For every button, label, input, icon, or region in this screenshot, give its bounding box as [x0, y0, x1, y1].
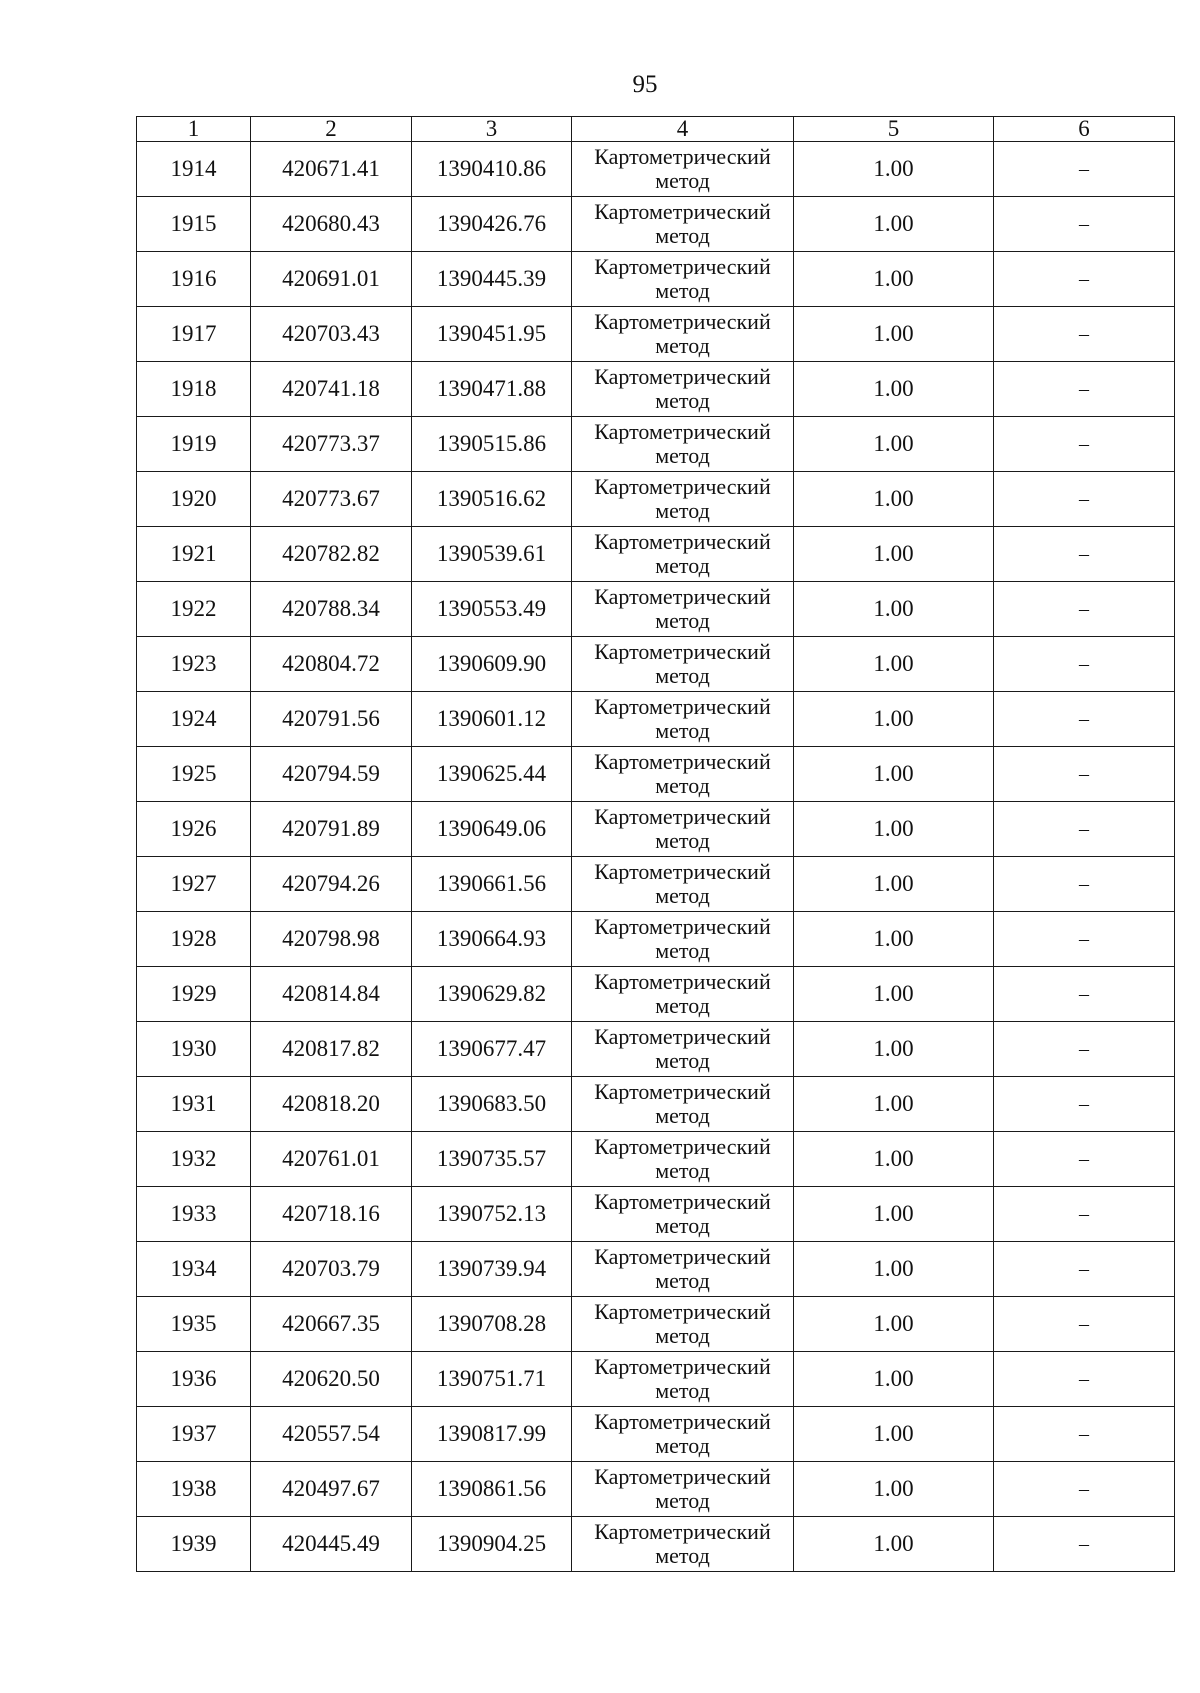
method-line-1: Картометрический	[594, 529, 771, 554]
accuracy-cell: 1.00	[794, 857, 994, 912]
method-line-2: метод	[655, 938, 710, 963]
description-cell: –	[994, 362, 1175, 417]
x-coordinate-cell: 420703.79	[251, 1242, 412, 1297]
coordinates-table	[136, 116, 1175, 1572]
description-cell: –	[994, 582, 1175, 637]
table-row	[137, 1462, 1175, 1517]
table-row	[137, 802, 1175, 857]
method-line-2: метод	[655, 223, 710, 248]
point-number-cell: 1925	[137, 747, 251, 802]
table-row	[137, 692, 1175, 747]
method-cell	[572, 1022, 794, 1077]
table-row	[137, 1132, 1175, 1187]
method-line-1: Картометрический	[594, 309, 771, 334]
method-cell	[572, 857, 794, 912]
point-number-cell: 1914	[137, 142, 251, 197]
method-line-1: Картометрический	[594, 1079, 771, 1104]
method-line-1: Картометрический	[594, 364, 771, 389]
method-line-2: метод	[655, 718, 710, 743]
method-line-1: Картометрический	[594, 254, 771, 279]
method-line-1: Картометрический	[594, 969, 771, 994]
method-line-2: метод	[655, 828, 710, 853]
point-number-cell: 1921	[137, 527, 251, 582]
y-coordinate-cell: 1390735.57	[412, 1132, 572, 1187]
description-cell: –	[994, 692, 1175, 747]
method-cell	[572, 252, 794, 307]
description-cell: –	[994, 802, 1175, 857]
method-line-1: Картометрический	[594, 1409, 771, 1434]
point-number-cell: 1930	[137, 1022, 251, 1077]
point-number-cell: 1936	[137, 1352, 251, 1407]
description-cell: –	[994, 197, 1175, 252]
y-coordinate-cell: 1390445.39	[412, 252, 572, 307]
point-number-cell: 1928	[137, 912, 251, 967]
method-cell	[572, 582, 794, 637]
y-coordinate-cell: 1390601.12	[412, 692, 572, 747]
point-number-cell: 1927	[137, 857, 251, 912]
method-cell	[572, 1242, 794, 1297]
y-coordinate-cell: 1390649.06	[412, 802, 572, 857]
method-line-2: метод	[655, 388, 710, 413]
point-number-cell: 1929	[137, 967, 251, 1022]
x-coordinate-cell: 420773.37	[251, 417, 412, 472]
point-number-cell: 1916	[137, 252, 251, 307]
method-line-1: Картометрический	[594, 419, 771, 444]
method-cell	[572, 417, 794, 472]
description-cell: –	[994, 472, 1175, 527]
method-cell	[572, 1132, 794, 1187]
method-line-1: Картометрический	[594, 694, 771, 719]
x-coordinate-cell: 420794.59	[251, 747, 412, 802]
accuracy-cell: 1.00	[794, 802, 994, 857]
method-cell	[572, 527, 794, 582]
table-row	[137, 1517, 1175, 1572]
point-number-cell: 1934	[137, 1242, 251, 1297]
method-line-1: Картометрический	[594, 474, 771, 499]
table-row	[137, 1077, 1175, 1132]
description-cell: –	[994, 252, 1175, 307]
x-coordinate-cell: 420817.82	[251, 1022, 412, 1077]
method-line-1: Картометрический	[594, 914, 771, 939]
point-number-cell: 1933	[137, 1187, 251, 1242]
table-row	[137, 417, 1175, 472]
accuracy-cell: 1.00	[794, 1022, 994, 1077]
method-line-1: Картометрический	[594, 1134, 771, 1159]
point-number-cell: 1938	[137, 1462, 251, 1517]
accuracy-cell: 1.00	[794, 142, 994, 197]
point-number-cell: 1919	[137, 417, 251, 472]
column-header-1: 1	[137, 117, 251, 142]
accuracy-cell: 1.00	[794, 582, 994, 637]
column-header-6: 6	[994, 117, 1175, 142]
description-cell: –	[994, 307, 1175, 362]
method-line-2: метод	[655, 1048, 710, 1073]
method-line-1: Картометрический	[594, 1189, 771, 1214]
accuracy-cell: 1.00	[794, 252, 994, 307]
method-cell	[572, 1407, 794, 1462]
method-line-1: Картометрический	[594, 1024, 771, 1049]
method-cell	[572, 1517, 794, 1572]
x-coordinate-cell: 420818.20	[251, 1077, 412, 1132]
method-line-1: Картометрический	[594, 1354, 771, 1379]
point-number-cell: 1937	[137, 1407, 251, 1462]
method-line-2: метод	[655, 498, 710, 523]
table-row	[137, 472, 1175, 527]
table-row	[137, 142, 1175, 197]
method-cell	[572, 1187, 794, 1242]
x-coordinate-cell: 420691.01	[251, 252, 412, 307]
method-line-2: метод	[655, 1488, 710, 1513]
x-coordinate-cell: 420718.16	[251, 1187, 412, 1242]
method-line-2: метод	[655, 663, 710, 688]
method-line-2: метод	[655, 883, 710, 908]
table-row	[137, 362, 1175, 417]
method-cell	[572, 912, 794, 967]
point-number-cell: 1939	[137, 1517, 251, 1572]
x-coordinate-cell: 420445.49	[251, 1517, 412, 1572]
description-cell: –	[994, 637, 1175, 692]
method-cell	[572, 802, 794, 857]
x-coordinate-cell: 420761.01	[251, 1132, 412, 1187]
method-line-1: Картометрический	[594, 749, 771, 774]
table-body	[137, 142, 1175, 1572]
method-line-1: Картометрический	[594, 1299, 771, 1324]
x-coordinate-cell: 420557.54	[251, 1407, 412, 1462]
description-cell: –	[994, 1352, 1175, 1407]
accuracy-cell: 1.00	[794, 1132, 994, 1187]
table-row	[137, 197, 1175, 252]
description-cell: –	[994, 912, 1175, 967]
accuracy-cell: 1.00	[794, 1462, 994, 1517]
method-cell	[572, 362, 794, 417]
method-line-2: метод	[655, 1213, 710, 1238]
method-line-2: метод	[655, 1268, 710, 1293]
y-coordinate-cell: 1390609.90	[412, 637, 572, 692]
y-coordinate-cell: 1390677.47	[412, 1022, 572, 1077]
method-cell	[572, 1352, 794, 1407]
y-coordinate-cell: 1390471.88	[412, 362, 572, 417]
method-cell	[572, 197, 794, 252]
y-coordinate-cell: 1390708.28	[412, 1297, 572, 1352]
description-cell: –	[994, 1297, 1175, 1352]
table-row	[137, 1022, 1175, 1077]
column-header-2: 2	[251, 117, 412, 142]
method-line-2: метод	[655, 608, 710, 633]
method-line-2: метод	[655, 1103, 710, 1128]
accuracy-cell: 1.00	[794, 912, 994, 967]
point-number-cell: 1918	[137, 362, 251, 417]
x-coordinate-cell: 420791.89	[251, 802, 412, 857]
header-row	[137, 117, 1175, 142]
x-coordinate-cell: 420671.41	[251, 142, 412, 197]
table-row	[137, 637, 1175, 692]
accuracy-cell: 1.00	[794, 417, 994, 472]
x-coordinate-cell: 420497.67	[251, 1462, 412, 1517]
x-coordinate-cell: 420804.72	[251, 637, 412, 692]
accuracy-cell: 1.00	[794, 1297, 994, 1352]
x-coordinate-cell: 420788.34	[251, 582, 412, 637]
description-cell: –	[994, 1407, 1175, 1462]
method-cell	[572, 967, 794, 1022]
x-coordinate-cell: 420794.26	[251, 857, 412, 912]
y-coordinate-cell: 1390515.86	[412, 417, 572, 472]
accuracy-cell: 1.00	[794, 967, 994, 1022]
method-cell	[572, 1077, 794, 1132]
accuracy-cell: 1.00	[794, 1077, 994, 1132]
y-coordinate-cell: 1390426.76	[412, 197, 572, 252]
accuracy-cell: 1.00	[794, 362, 994, 417]
accuracy-cell: 1.00	[794, 1242, 994, 1297]
description-cell: –	[994, 417, 1175, 472]
method-line-1: Картометрический	[594, 1244, 771, 1269]
description-cell: –	[994, 1132, 1175, 1187]
method-line-1: Картометрический	[594, 1519, 771, 1544]
accuracy-cell: 1.00	[794, 692, 994, 747]
page-number: 95	[632, 71, 658, 98]
table-row	[137, 252, 1175, 307]
accuracy-cell: 1.00	[794, 637, 994, 692]
method-cell	[572, 142, 794, 197]
y-coordinate-cell: 1390904.25	[412, 1517, 572, 1572]
x-coordinate-cell: 420680.43	[251, 197, 412, 252]
x-coordinate-cell: 420741.18	[251, 362, 412, 417]
y-coordinate-cell: 1390817.99	[412, 1407, 572, 1462]
description-cell: –	[994, 142, 1175, 197]
method-line-2: метод	[655, 1543, 710, 1568]
x-coordinate-cell: 420814.84	[251, 967, 412, 1022]
description-cell: –	[994, 1462, 1175, 1517]
point-number-cell: 1917	[137, 307, 251, 362]
point-number-cell: 1931	[137, 1077, 251, 1132]
accuracy-cell: 1.00	[794, 472, 994, 527]
point-number-cell: 1924	[137, 692, 251, 747]
method-cell	[572, 472, 794, 527]
method-line-1: Картометрический	[594, 639, 771, 664]
y-coordinate-cell: 1390625.44	[412, 747, 572, 802]
column-header-5: 5	[794, 117, 994, 142]
table-row	[137, 1407, 1175, 1462]
description-cell: –	[994, 1517, 1175, 1572]
accuracy-cell: 1.00	[794, 1517, 994, 1572]
method-line-1: Картометрический	[594, 859, 771, 884]
description-cell: –	[994, 967, 1175, 1022]
point-number-cell: 1932	[137, 1132, 251, 1187]
y-coordinate-cell: 1390752.13	[412, 1187, 572, 1242]
x-coordinate-cell: 420703.43	[251, 307, 412, 362]
accuracy-cell: 1.00	[794, 747, 994, 802]
x-coordinate-cell: 420773.67	[251, 472, 412, 527]
table-row	[137, 582, 1175, 637]
method-line-2: метод	[655, 1378, 710, 1403]
table-row	[137, 1187, 1175, 1242]
method-line-2: метод	[655, 773, 710, 798]
table-row	[137, 912, 1175, 967]
point-number-cell: 1915	[137, 197, 251, 252]
method-cell	[572, 307, 794, 362]
method-cell	[572, 1462, 794, 1517]
description-cell: –	[994, 1022, 1175, 1077]
point-number-cell: 1926	[137, 802, 251, 857]
x-coordinate-cell: 420782.82	[251, 527, 412, 582]
accuracy-cell: 1.00	[794, 307, 994, 362]
y-coordinate-cell: 1390629.82	[412, 967, 572, 1022]
method-line-1: Картометрический	[594, 1464, 771, 1489]
y-coordinate-cell: 1390516.62	[412, 472, 572, 527]
description-cell: –	[994, 747, 1175, 802]
method-cell	[572, 692, 794, 747]
accuracy-cell: 1.00	[794, 1407, 994, 1462]
accuracy-cell: 1.00	[794, 1187, 994, 1242]
method-line-2: метод	[655, 993, 710, 1018]
y-coordinate-cell: 1390739.94	[412, 1242, 572, 1297]
accuracy-cell: 1.00	[794, 1352, 994, 1407]
method-line-2: метод	[655, 443, 710, 468]
y-coordinate-cell: 1390539.61	[412, 527, 572, 582]
table-row	[137, 307, 1175, 362]
method-line-2: метод	[655, 1323, 710, 1348]
point-number-cell: 1935	[137, 1297, 251, 1352]
table-row	[137, 747, 1175, 802]
column-header-3: 3	[412, 117, 572, 142]
y-coordinate-cell: 1390451.95	[412, 307, 572, 362]
description-cell: –	[994, 1242, 1175, 1297]
y-coordinate-cell: 1390410.86	[412, 142, 572, 197]
method-line-1: Картометрический	[594, 199, 771, 224]
table-row	[137, 1297, 1175, 1352]
table-row	[137, 1352, 1175, 1407]
table-row	[137, 857, 1175, 912]
x-coordinate-cell: 420667.35	[251, 1297, 412, 1352]
table-row	[137, 527, 1175, 582]
x-coordinate-cell: 420798.98	[251, 912, 412, 967]
method-cell	[572, 1297, 794, 1352]
description-cell: –	[994, 527, 1175, 582]
y-coordinate-cell: 1390553.49	[412, 582, 572, 637]
y-coordinate-cell: 1390683.50	[412, 1077, 572, 1132]
table-row	[137, 1242, 1175, 1297]
method-cell	[572, 747, 794, 802]
point-number-cell: 1922	[137, 582, 251, 637]
y-coordinate-cell: 1390751.71	[412, 1352, 572, 1407]
y-coordinate-cell: 1390661.56	[412, 857, 572, 912]
coordinates-table-container	[136, 116, 1174, 1572]
method-line-2: метод	[655, 168, 710, 193]
y-coordinate-cell: 1390861.56	[412, 1462, 572, 1517]
method-line-1: Картометрический	[594, 804, 771, 829]
method-line-2: метод	[655, 278, 710, 303]
method-line-1: Картометрический	[594, 584, 771, 609]
point-number-cell: 1920	[137, 472, 251, 527]
point-number-cell: 1923	[137, 637, 251, 692]
method-line-2: метод	[655, 333, 710, 358]
column-header-4: 4	[572, 117, 794, 142]
accuracy-cell: 1.00	[794, 197, 994, 252]
method-line-2: метод	[655, 553, 710, 578]
description-cell: –	[994, 857, 1175, 912]
accuracy-cell: 1.00	[794, 527, 994, 582]
method-cell	[572, 637, 794, 692]
table-row	[137, 967, 1175, 1022]
y-coordinate-cell: 1390664.93	[412, 912, 572, 967]
x-coordinate-cell: 420620.50	[251, 1352, 412, 1407]
description-cell: –	[994, 1077, 1175, 1132]
method-line-2: метод	[655, 1433, 710, 1458]
method-line-2: метод	[655, 1158, 710, 1183]
x-coordinate-cell: 420791.56	[251, 692, 412, 747]
method-line-1: Картометрический	[594, 144, 771, 169]
description-cell: –	[994, 1187, 1175, 1242]
